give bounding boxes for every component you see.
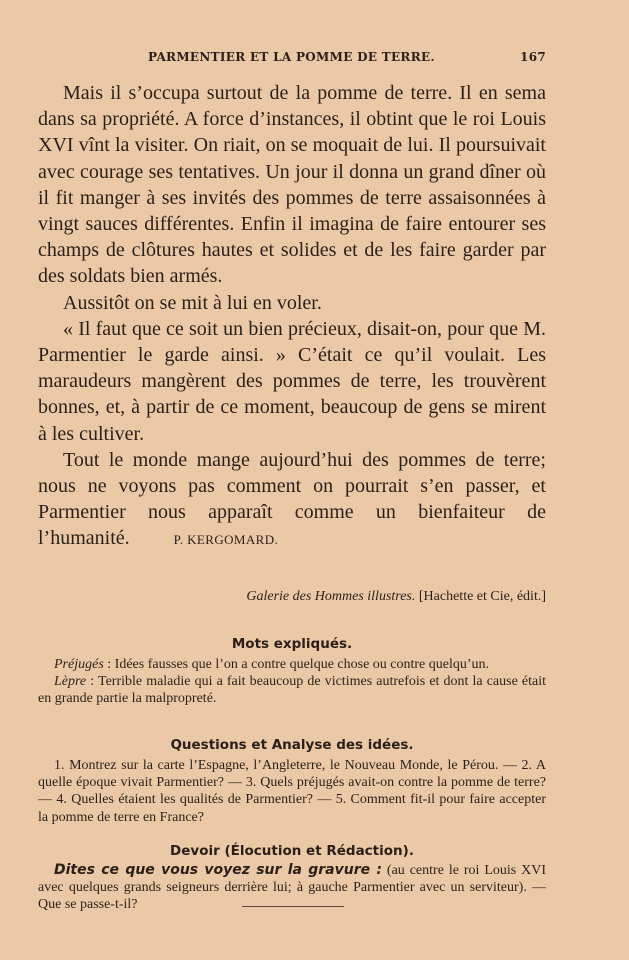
page-number: 167 [520, 50, 546, 64]
source-publisher: [Hachette et Cie, édit.] [418, 589, 546, 604]
source-citation [38, 588, 546, 605]
devoir-lead: Dites ce que vous voyez sur la gravure : [54, 862, 383, 878]
devoir-heading: Devoir (Élocution et Rédaction). [170, 843, 414, 859]
paragraph-2: Aussitôt on se mit à lui en voler. [63, 291, 322, 314]
paragraph-1: Mais il s’occupa surtout de la pomme de terre. Il en sema dans sa propriété. A force d’instances, il obtint que le roi Louis XVI vînt la visiter. On riait, on se moquait de lui. Il poursuivait avec courage ses tentatives. Un jour il donna un grand dîner où il fit manger à ses invités des pommes de terre assaisonnées à vingt sauces différentes. Enfin il imagina de faire entourer ses champs de clôtures hautes et solides et de les faire garder par des soldats bien armés. [38, 82, 546, 288]
author-signature: P. KERGOMARD. [173, 532, 279, 548]
mots-expliques-heading: Mots expliqués. [231, 636, 353, 652]
definition-text: : Terrible maladie qui a fait beaucoup de victimes autrefois et dont la cause était en grande partie la malpropreté. [38, 674, 546, 707]
paragraph-3: « Il faut que ce soit un bien précieux, disait-on, pour que M. Parmentier le garde ainsi. » C’était ce qu’il voulait. Les maraudeurs mangèrent des pommes de terre, les trouvèrent bonnes, et, à partir de ce moment, beaucoup de gens se mirent à les cultiver. [38, 317, 546, 445]
devoir-body: (au centre le roi Louis XVI avec quelques grands seigneurs derrière lui; à gauche Parmentier avec un serviteur). — Que se passe-t-il? [38, 863, 547, 913]
paragraph-4 [38, 447, 546, 554]
definition-item [38, 673, 546, 707]
main-text [38, 80, 546, 554]
running-title: PARMENTIER ET LA POMME DE TERRE. [148, 50, 435, 64]
definition-term: Préjugés [54, 657, 104, 672]
mots-expliques-list [38, 656, 546, 708]
questions-text: 1. Montrez sur la carte l’Espagne, l’Angleterre, le Nouveau Monde, le Pérou. — 2. A quelle époque vivait Parmentier? — 3. Quels préjugés avait-on contre la pomme de terre? — 4. Quelles étaient les qualités de Parmentier? — 5. Comment fit-il pour faire accepter la pomme de terre en France? [38, 758, 546, 825]
questions-block [38, 757, 546, 826]
definition-item [38, 656, 546, 673]
questions-heading: Questions et Analyse des idées. [170, 737, 414, 753]
closing-rule [242, 906, 344, 907]
source-work: Galerie des Hommes illustres. [246, 589, 416, 604]
definition-term: Lèpre [54, 674, 87, 690]
paragraph-4-text: Tout le monde mange aujourd’hui des pommes de terre; nous ne voyons pas comment on pourrait s’en passer, et Parmentier nous apparaît comme un bienfaiteur de l’humanité. [38, 448, 546, 550]
definition-text: : Idées fausses que l’on a contre quelque chose ou contre quelqu’un. [103, 657, 490, 672]
